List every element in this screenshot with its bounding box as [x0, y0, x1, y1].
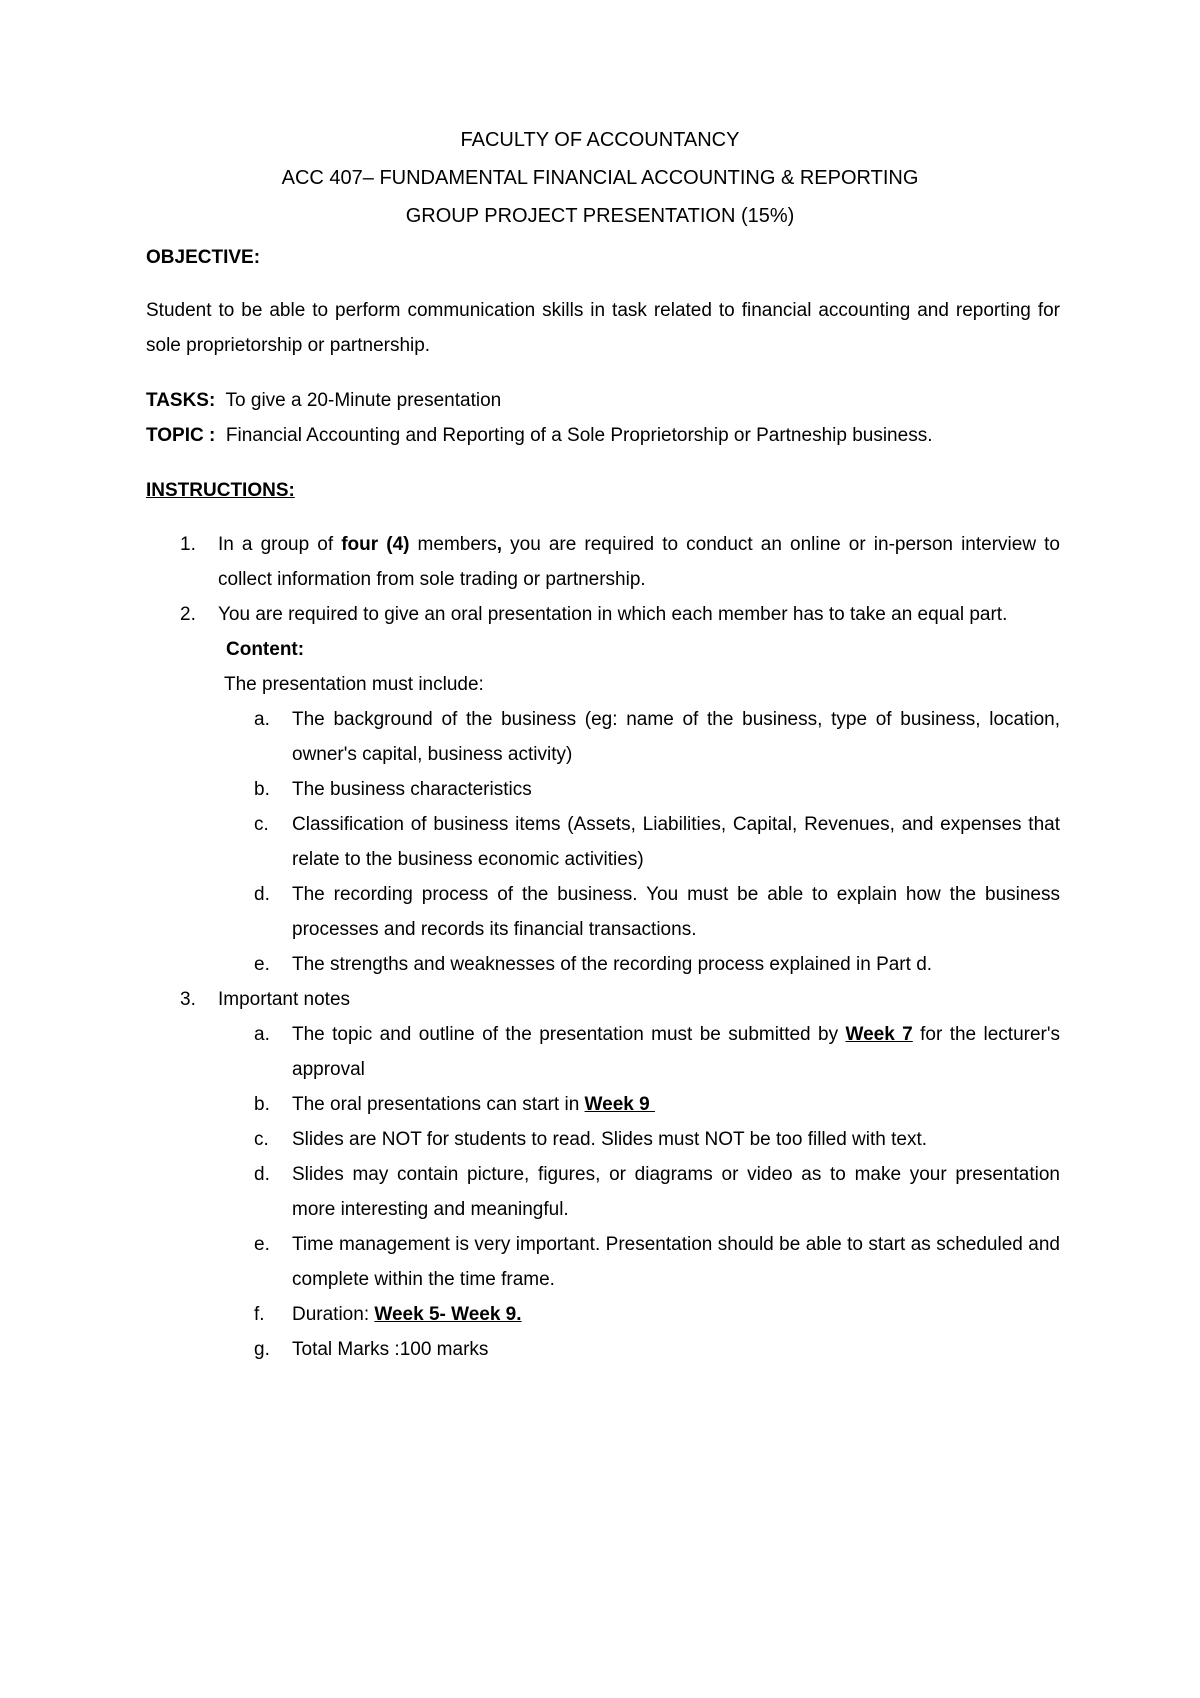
item-number: 2. [180, 604, 196, 625]
tasks-text: To give a 20-Minute presentation [225, 390, 502, 411]
week-7-highlight: Week 7 [845, 1024, 913, 1045]
duration-highlight: Week 5- Week 9. [374, 1304, 522, 1325]
faculty-title: FACULTY OF ACCOUNTANCY [460, 129, 740, 151]
note-subitem [146, 1332, 1060, 1367]
note-subitem [146, 1017, 1060, 1087]
subitem-letter: b. [254, 779, 270, 800]
note-text: The oral presentations can start in [292, 1094, 585, 1115]
item3-text: Important notes [218, 989, 351, 1010]
item1-text-mid: members [409, 534, 497, 555]
topic-label: TOPIC : [146, 425, 216, 446]
subitem-letter: c. [254, 814, 269, 835]
topic-line [146, 418, 1060, 453]
subitem-letter: e. [254, 1234, 270, 1255]
note-subitem [146, 1087, 1060, 1122]
item-number: 3. [180, 989, 196, 1010]
instruction-item-1 [146, 527, 1060, 597]
note-text: Total Marks :100 marks [292, 1339, 489, 1360]
content-label: Content: [226, 639, 305, 660]
course-title: ACC 407– FUNDAMENTAL FINANCIAL ACCOUNTING & REPORTING [281, 167, 919, 189]
subitem-letter: e. [254, 954, 270, 975]
assessment-title: GROUP PROJECT PRESENTATION (15%) [405, 205, 795, 227]
subitem-letter: d. [254, 884, 270, 905]
content-subitem [146, 772, 1060, 807]
note-subitem [146, 1122, 1060, 1157]
subitem-text: The background of the business (eg: name of the business, type of business, location, owner's capital, business activity) [292, 709, 1060, 765]
topic-text: Financial Accounting and Reporting of a Sole Proprietorship or Partneship business. [225, 425, 933, 446]
instructions-list [146, 527, 1060, 1367]
note-text-post: for the lecturer's approval [292, 1024, 1061, 1080]
subitem-text: Classification of business items (Assets, Liabilities, Capital, Revenues, and expenses that relate to the business economic activities) [292, 814, 1060, 870]
note-subitem [146, 1157, 1060, 1227]
note-text: Slides may contain picture, figures, or diagrams or video as to make your presentation more interesting and meaningful. [292, 1164, 1060, 1220]
subitem-letter: f. [254, 1304, 265, 1325]
note-text: Duration: [292, 1304, 375, 1325]
subitem-letter: c. [254, 1129, 269, 1150]
item1-text-post: you are required to conduct an online or in-person interview to collect information from sole trading or partnership. [218, 534, 1060, 590]
item1-text-pre: In a group of [218, 534, 342, 555]
note-text: Slides are NOT for students to read. Slides must NOT be too filled with text. [292, 1129, 928, 1150]
content-subitem [146, 877, 1060, 947]
note-subitem [146, 1227, 1060, 1297]
content-subitem [146, 947, 1060, 982]
subitem-letter: g. [254, 1339, 270, 1360]
item1-comma: , [496, 534, 503, 555]
tasks-label: TASKS: [146, 390, 216, 411]
note-text: The topic and outline of the presentation must be submitted by [292, 1024, 846, 1045]
objective-text: Student to be able to perform communication skills in task related to financial accounting and reporting for sole proprietorship or partnership. [146, 300, 1060, 356]
item1-text-bold: four (4) [341, 534, 410, 555]
note-text: Time management is very important. Presentation should be able to start as scheduled and complete within the time frame. [292, 1234, 1060, 1290]
instructions-heading: INSTRUCTIONS: [146, 480, 295, 501]
subitem-letter: a. [254, 1024, 270, 1045]
item-number: 1. [180, 534, 196, 555]
subitem-text: The recording process of the business. You must be able to explain how the business processes and records its financial transactions. [292, 884, 1060, 940]
content-intro: The presentation must include: [224, 674, 484, 695]
note-subitem [146, 1297, 1060, 1332]
item2-text: You are required to give an oral presentation in which each member has to take an equal part. [218, 604, 1008, 625]
instruction-item-2 [146, 597, 1060, 632]
content-subitem [146, 807, 1060, 877]
subitem-text: The strengths and weaknesses of the recording process explained in Part d. [292, 954, 933, 975]
content-subitem [146, 702, 1060, 772]
subitem-letter: d. [254, 1164, 270, 1185]
instruction-item-3 [146, 982, 1060, 1017]
subitem-letter: b. [254, 1094, 270, 1115]
subitem-text: The business characteristics [292, 779, 532, 800]
tasks-line [146, 383, 1060, 418]
subitem-letter: a. [254, 709, 270, 730]
week-9-highlight: Week 9 [584, 1094, 655, 1115]
objective-heading: OBJECTIVE: [146, 247, 261, 268]
